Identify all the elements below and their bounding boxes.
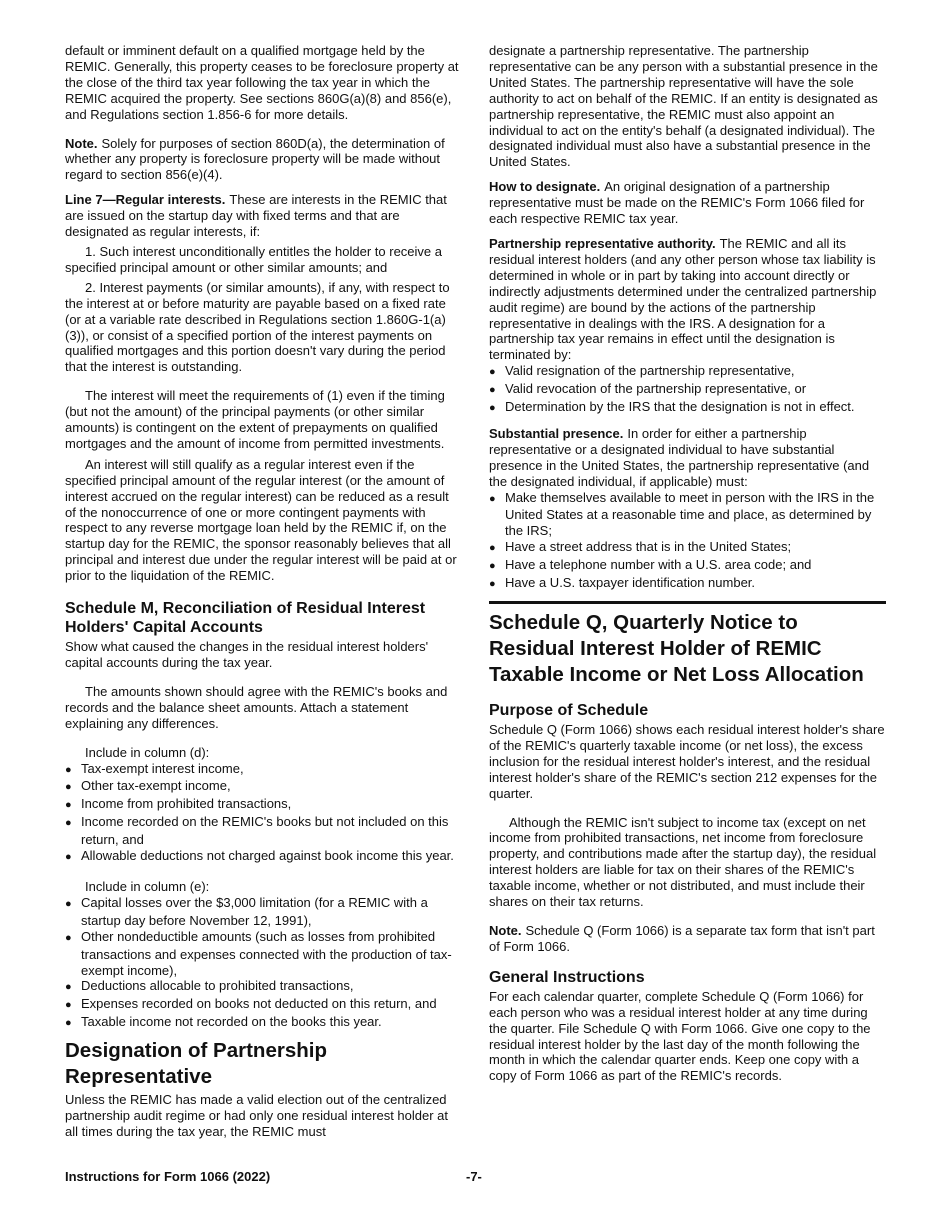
paragraph: For each calendar quarter, complete Schedule Q (Form 1066) for each person who was a residual interest holder at any time during the quarter. File Schedule Q with Form 1066. Give one copy to the residual interest holder by the last day of the month following the month in which the calendar quarter ends. Keep one copy with a copy of Form 1066 as part of the REMIC's records. <box>489 988 871 1084</box>
paragraph: An interest will still qualify as a regular interest even if the specified principal amount of the regular interest (or the amount of interest accrued on the regular interest) can be reduced as a result of the nonoccurrence of one or more contingent payments with respect to any reverse mortgage loan held by the REMIC if, on the startup day for the REMIC, the sponsor reasonably believes that all principal and interest due under the regular interest will be paid at or prior to the liquidation of the REMIC. <box>65 456 457 584</box>
substantial-presence-paragraph <box>489 426 886 490</box>
paragraph: Unless the REMIC has made a valid election out of the centralized partnership audit regime or had only one residual interest holder at all times during the tax year, the REMIC must <box>65 1092 449 1139</box>
schedule-q-heading: Schedule Q, Quarterly Notice to Residual Interest Holder of REMIC Taxable Income or Net Loss Allocation <box>489 611 864 686</box>
general-instructions-heading: General Instructions <box>489 968 645 986</box>
list-item: ● Have a street address that is in the United States; <box>489 539 792 555</box>
paragraph: Schedule Q (Form 1066) shows each residual interest holder's share of the REMIC's quarterly taxable income (or net loss), the excess inclusion for the residual interest holder's interest, and the residual interest holder's share of the REMIC's section 212 expenses for the quarter. <box>489 722 885 801</box>
paragraph: Show what caused the changes in the residual interest holders' capital accounts during the tax year. <box>65 639 429 670</box>
column-d-intro: Include in column (d): <box>85 744 210 760</box>
note-lead: Note. <box>489 922 522 938</box>
list-item: ● Expenses recorded on books not deducted on this return, and <box>65 996 437 1012</box>
list-item: ● Valid revocation of the partnership representative, or <box>489 381 807 397</box>
column-d-list <box>65 761 463 866</box>
section-divider <box>489 601 886 604</box>
paragraph: The interest will meet the requirements of (1) even if the timing (but not the amount) of the principal payments (or other similar amounts) is contingent on the extent of prepayments on qualified mortgages and the amount of income from permitted investments. <box>65 388 445 451</box>
schedule-m-heading: Schedule M, Reconciliation of Residual Interest Holders' Capital Accounts <box>65 600 426 637</box>
list-item: ● Determination by the IRS that the designation is not in effect. <box>489 399 855 415</box>
paragraph: The amounts shown should agree with the REMIC's books and records and the balance sheet amounts. Attach a statement explaining any differences. <box>65 683 448 731</box>
right-column <box>489 43 886 1084</box>
paragraph: Although the REMIC isn't subject to income tax (except on net income from prohibited transactions, net income from foreclosure property, and contributions made after the startup day), the residual interest holders are liable for tax on their shares of the REMIC's taxable income, whether or not distributed, and must include their shares on their tax returns. <box>489 814 877 910</box>
purpose-heading: Purpose of Schedule <box>489 702 649 719</box>
column-e-intro: Include in column (e): <box>85 878 210 894</box>
list-item: ● Income from prohibited transactions, <box>65 796 292 812</box>
list-item: ● Deductions allocable to prohibited transactions, <box>65 978 354 994</box>
page-number: -7- <box>466 1169 482 1184</box>
list-item: ● Taxable income not recorded on the books this year. <box>65 1014 382 1030</box>
authority-paragraph <box>489 236 886 363</box>
note-text: Solely for purposes of section 860D(a), the determination of whether any property is foreclosure property will be made without regard to section 856(e)(4). <box>65 135 445 183</box>
list-item: ● Valid resignation of the partnership representative, <box>489 363 795 379</box>
authority-text: The REMIC and all its residual interest holders (and any other person whose tax liability is determined in whole or in part by taking into account directly or indirectly adjustments determined under the centralized partnership audit regime) are bound by the actions of the partnership representative in dealings with the IRS. A designation for a partnership tax year remains in effect until the designation is terminated by: <box>489 235 877 363</box>
list-item: ● Other tax-exempt income, <box>65 778 231 794</box>
note-paragraph <box>489 923 886 955</box>
list-item-2: 2. Interest payments (or similar amounts), if any, with respect to the interest at or before maturity are payable based on a fixed rate (or at a variable rate described in Regulations section 1.860G-1(a)(3)), or consist of a specified portion of the interest payments on qualified mortgages and this portion doesn't vary during the period that the interest is outstanding. <box>65 279 450 375</box>
list-item: ● Make themselves available to meet in person with the IRS in the United States at a reasonable time and place, as determined by the IRS; <box>489 489 875 539</box>
list-item: ● Have a U.S. taxpayer identification number. <box>489 575 756 591</box>
list-item-1: 1. Such interest unconditionally entitles the holder to receive a specified principal amount or other similar amounts; and <box>65 243 442 275</box>
note-lead: Note. <box>65 135 98 151</box>
column-e-list <box>65 895 463 1032</box>
how-text: An original designation of a partnership representative must be made on the REMIC's Form 1066 filed for each respective REMIC tax year. <box>489 179 865 227</box>
list-item: ● Capital losses over the $3,000 limitation (for a REMIC with a startup day before November 12, 1991), <box>65 894 428 928</box>
list-item: ● Tax-exempt interest income, <box>65 760 244 776</box>
line7-paragraph <box>65 192 463 240</box>
authority-list <box>489 363 886 417</box>
designation-heading: Designation of Partnership Representative <box>65 1039 327 1089</box>
authority-lead: Partnership representative authority. <box>489 235 716 251</box>
substantial-list <box>489 490 886 593</box>
left-column <box>65 43 463 1140</box>
paragraph: default or imminent default on a qualified mortgage held by the REMIC. Generally, this property ceases to be foreclosure property at the close of the third tax year following the tax year in which the REMIC acquired the property. See sections 860G(a)(8) and 856(e), and Regulations section 1.856-6 for more details. <box>65 43 459 122</box>
note-text: Schedule Q (Form 1066) is a separate tax form that isn't part of Form 1066. <box>489 922 875 954</box>
how-lead: How to designate. <box>489 179 601 195</box>
substantial-lead: Substantial presence. <box>489 425 624 441</box>
list-item: ● Have a telephone number with a U.S. area code; and <box>489 557 812 573</box>
substantial-text: In order for either a partnership representative or a designated individual to have substantial presence in the United States, the partnership representative (and the designated individual, if applicable) must: <box>489 425 870 489</box>
list-item: ● Allowable deductions not charged against book income this year. <box>65 848 454 864</box>
list-item: ● Income recorded on the REMIC's books but not included on this return, and <box>65 814 449 848</box>
how-to-designate-paragraph <box>489 179 886 227</box>
list-item: ● Other nondeductible amounts (such as losses from prohibited transactions and expenses connected with the production of tax-exempt income), <box>65 928 452 978</box>
line7-lead: Line 7—Regular interests. <box>65 192 226 208</box>
footer-title: Instructions for Form 1066 (2022) <box>65 1169 271 1184</box>
line7-text: These are interests in the REMIC that are issued on the startup day with fixed terms and that are designated as regular interests, if: <box>65 192 447 240</box>
paragraph: designate a partnership representative. The partnership representative can be any person with a substantial presence in the United States. The partnership representative will have the sole authority to act on behalf of the REMIC. If an entity is designated as partnership representative, the REMIC must also appoint an individual to act on the entity's behalf (a designated individual). The designated individual must also have a substantial presence in the United States. <box>489 43 878 170</box>
note-paragraph <box>65 136 463 184</box>
